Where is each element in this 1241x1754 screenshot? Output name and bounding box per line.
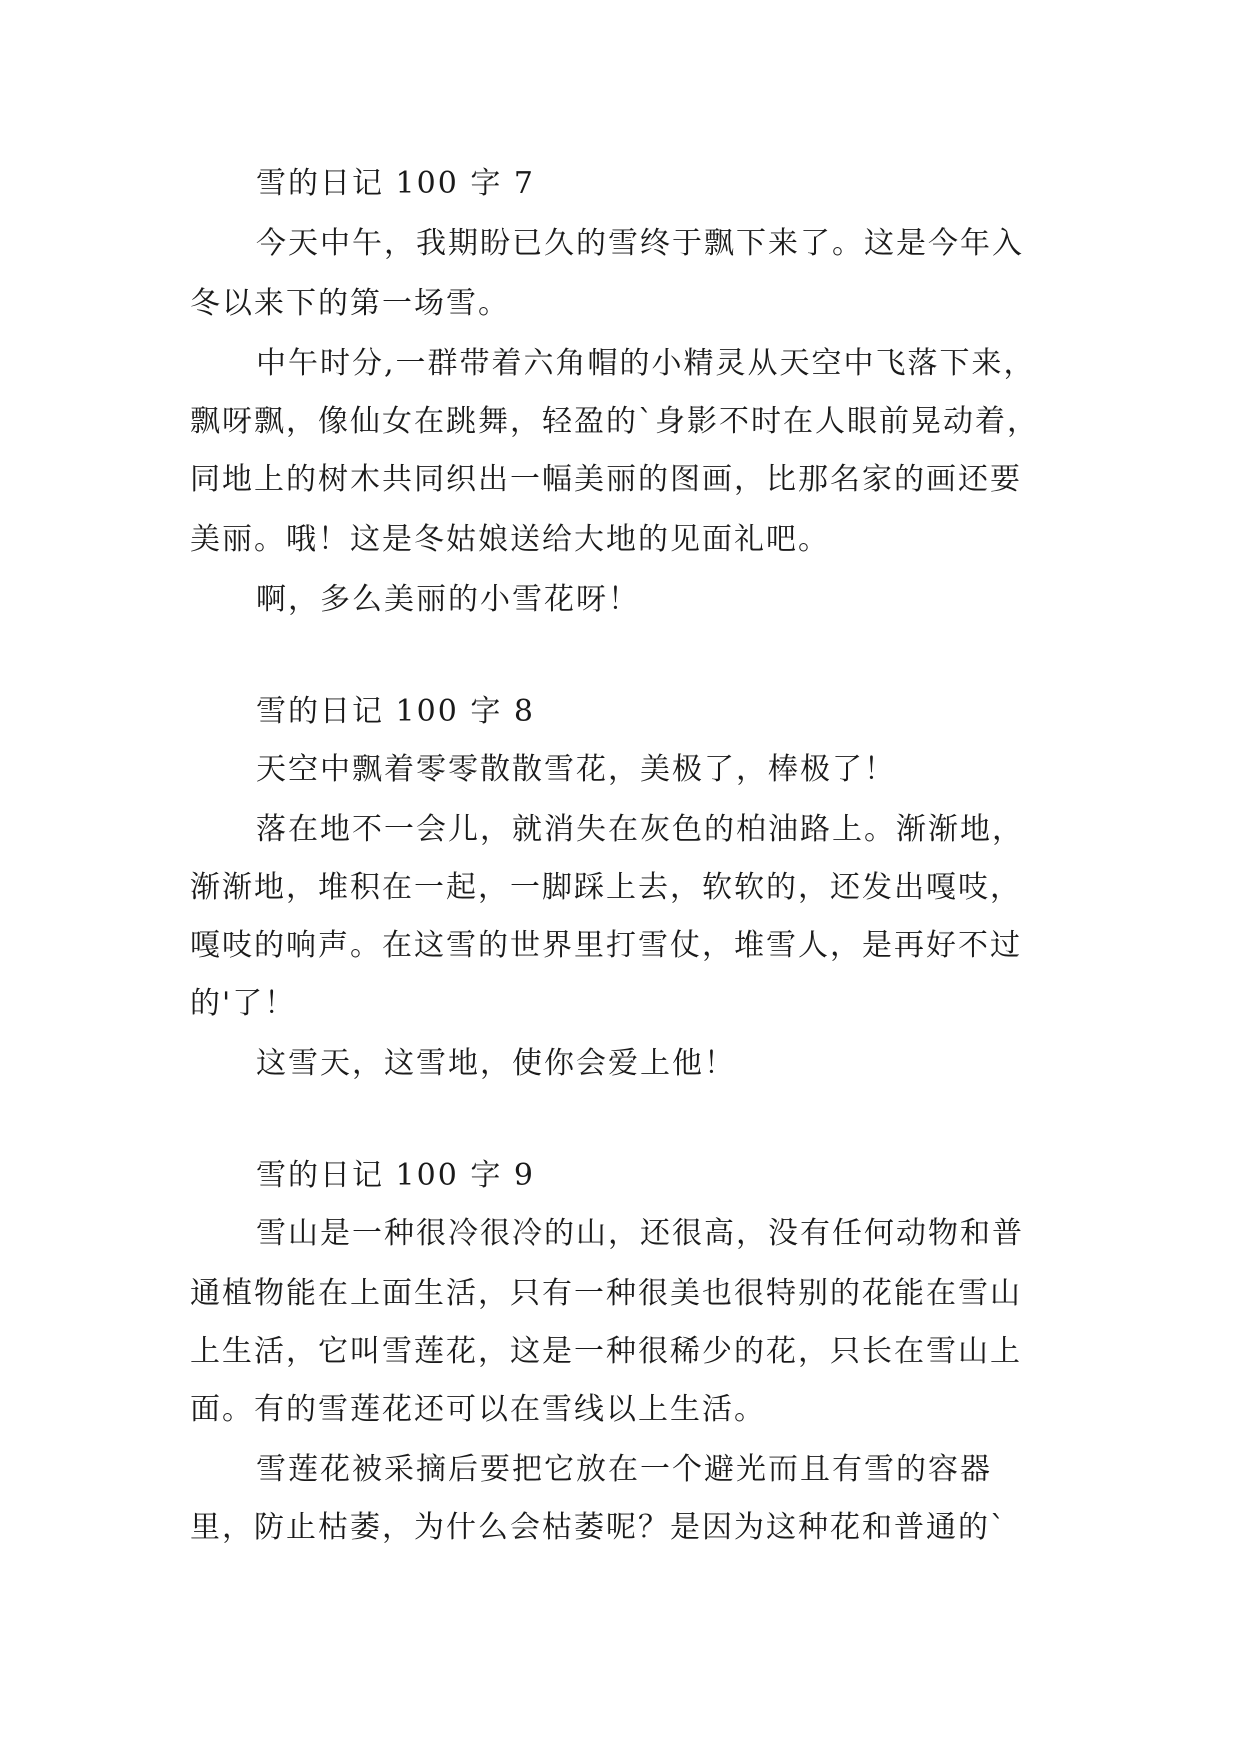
paragraph-line: 里，防止枯萎，为什么会枯萎呢？是因为这种花和普通的`: [190, 1510, 1007, 1545]
paragraph-line: 啊，多么美丽的小雪花呀！: [256, 582, 640, 617]
paragraph-line: 这雪天，这雪地，使你会爱上他！: [256, 1046, 736, 1081]
paragraph-line: 今天中午，我期盼已久的雪终于飘下来了。这是今年入: [256, 226, 1024, 261]
paragraph-line: 面。有的雪莲花还可以在雪线以上生活。: [190, 1392, 766, 1427]
section-title: 雪的日记 100 字 8: [256, 694, 535, 729]
paragraph-line: 落在地不一会儿，就消失在灰色的柏油路上。渐渐地，: [256, 812, 1024, 847]
paragraph-line: 雪莲花被采摘后要把它放在一个避光而且有雪的容器: [256, 1452, 992, 1487]
paragraph-line: 渐渐地，堆积在一起，一脚踩上去，软软的，还发出嘎吱，: [190, 870, 1022, 905]
paragraph-line: 飘呀飘，像仙女在跳舞，轻盈的`身影不时在人眼前晃动着，: [190, 404, 1039, 439]
paragraph-line: 上生活，它叫雪莲花，这是一种很稀少的花，只长在雪山上: [190, 1334, 1022, 1369]
paragraph-line: 冬以来下的第一场雪。: [190, 286, 510, 321]
paragraph-line: 雪山是一种很冷很冷的山，还很高，没有任何动物和普: [256, 1216, 1024, 1251]
paragraph-line: 同地上的树木共同织出一幅美丽的图画，比那名家的画还要: [190, 462, 1022, 497]
section-title: 雪的日记 100 字 7: [256, 166, 535, 201]
section-title: 雪的日记 100 字 9: [256, 1158, 535, 1193]
paragraph-line: 通植物能在上面生活，只有一种很美也很特别的花能在雪山: [190, 1276, 1022, 1311]
paragraph-line: 嘎吱的响声。在这雪的世界里打雪仗，堆雪人，是再好不过: [190, 928, 1022, 963]
paragraph-line: 天空中飘着零零散散雪花，美极了，棒极了！: [256, 752, 896, 787]
paragraph-line: 中午时分,一群带着六角帽的小精灵从天空中飞落下来，: [256, 346, 1036, 381]
paragraph-line: 美丽。哦！这是冬姑娘送给大地的见面礼吧。: [190, 522, 830, 557]
paragraph-line: 的'了！: [190, 986, 297, 1021]
